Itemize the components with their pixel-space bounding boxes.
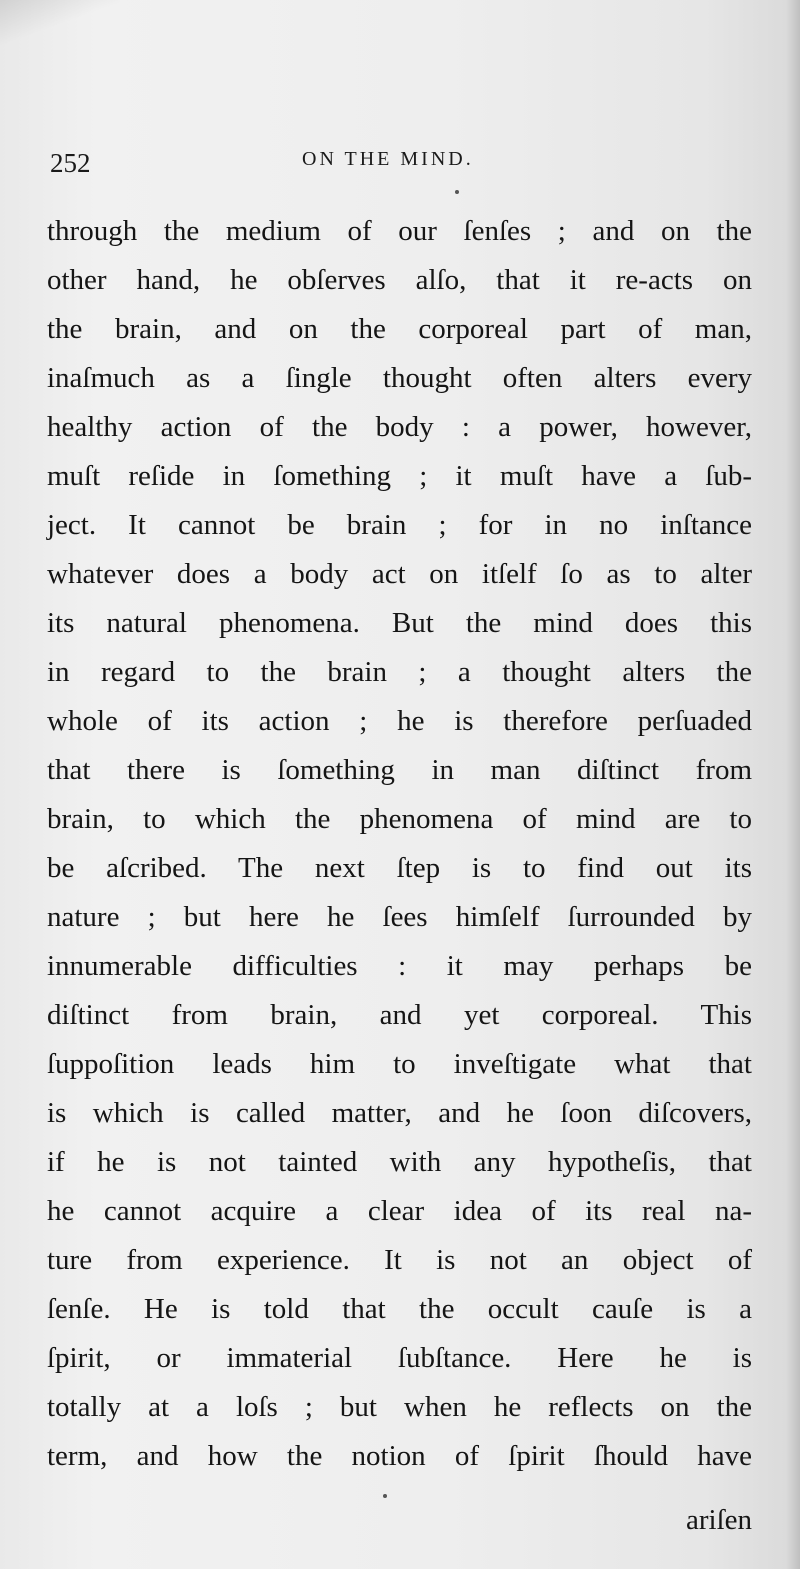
running-title: ON THE MIND. [302, 148, 474, 170]
text-line: healthy action of the body : a power, however, [47, 411, 752, 443]
page-corner-shadow [0, 0, 120, 60]
text-line: ſpirit, or immaterial ſubſtance. Here he is [47, 1342, 752, 1374]
text-line: the brain, and on the corporeal part of man, [47, 313, 752, 345]
text-line: innumerable difficulties : it may perhaps be [47, 950, 752, 982]
text-line: muſt reſide in ſomething ; it muſt have a ſub- [47, 460, 752, 492]
text-line: that there is ſomething in man diſtinct from [47, 754, 752, 786]
text-line: nature ; but here he ſees himſelf ſurrounded by [47, 901, 752, 933]
text-line: if he is not tainted with any hypotheſis, that [47, 1146, 752, 1178]
text-line: ſuppoſition leads him to inveſtigate what that [47, 1048, 752, 1080]
text-line: term, and how the notion of ſpirit ſhould have [47, 1440, 752, 1472]
text-line: diſtinct from brain, and yet corporeal. This [47, 999, 752, 1031]
ink-speck [455, 190, 459, 194]
text-line: in regard to the brain ; a thought alters the [47, 656, 752, 688]
running-head [50, 148, 750, 178]
text-line: he cannot acquire a clear idea of its real na- [47, 1195, 752, 1227]
page-edge-shadow [786, 0, 800, 1569]
text-line: is which is called matter, and he ſoon diſcovers, [47, 1097, 752, 1129]
body-text [47, 207, 752, 1481]
catchword: ariſen [685, 1504, 752, 1536]
text-line: whatever does a body act on itſelf ſo as to alter [47, 558, 752, 590]
page-number: 252 [50, 148, 91, 178]
text-line: ject. It cannot be brain ; for in no inſtance [47, 509, 752, 541]
ink-speck [383, 1494, 387, 1498]
text-line: through the medium of our ſenſes ; and on the [47, 215, 752, 247]
text-line: ture from experience. It is not an object of [47, 1244, 752, 1276]
text-line: inaſmuch as a ſingle thought often alters every [47, 362, 752, 394]
text-line: its natural phenomena. But the mind does this [47, 607, 752, 639]
text-line: be aſcribed. The next ſtep is to find out its [47, 852, 752, 884]
text-line: brain, to which the phenomena of mind are to [47, 803, 752, 835]
text-line: whole of its action ; he is therefore perſuaded [47, 705, 752, 737]
text-line: other hand, he obſerves alſo, that it re-acts on [47, 264, 752, 296]
text-line: totally at a loſs ; but when he reflects on the [47, 1391, 752, 1423]
text-line: ſenſe. He is told that the occult cauſe is a [47, 1293, 752, 1325]
